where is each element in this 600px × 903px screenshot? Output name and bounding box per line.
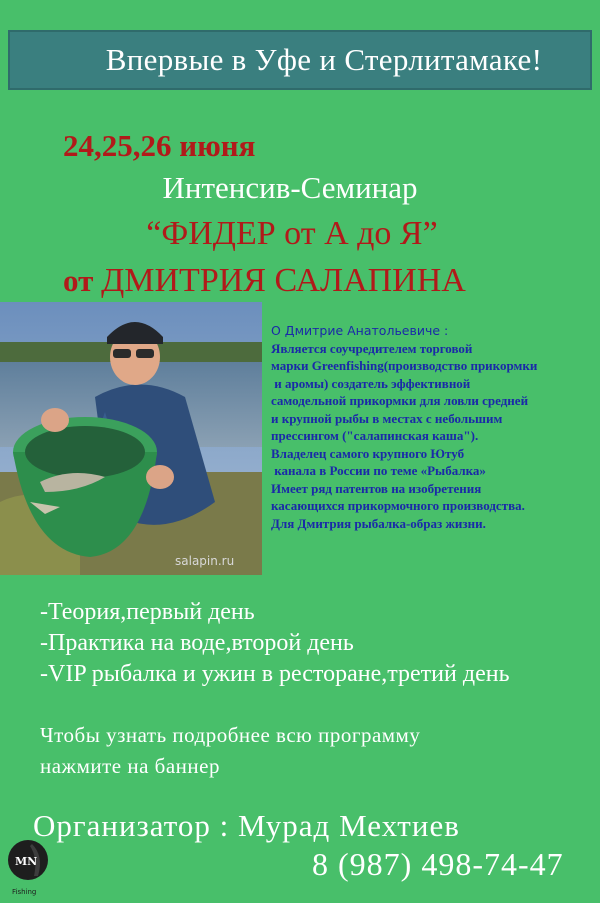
- event-subtitle: [0, 170, 600, 206]
- logo-initials: MN: [15, 855, 38, 868]
- bio-line: О Дмитрие Анатольевиче :: [271, 323, 449, 338]
- photo-watermark: salapin.ru: [175, 554, 235, 568]
- bio-line: и крупной рыбы в местах с небольшим: [271, 410, 503, 426]
- speaker-prefix: от: [63, 263, 94, 298]
- program-item: -Практика на воде,второй день: [40, 630, 354, 656]
- mn-fishing-logo: [4, 836, 54, 898]
- more-info[interactable]: [40, 720, 420, 782]
- program-item: -VIP рыбалка и ужин в ресторане,третий день: [40, 661, 510, 687]
- speaker-name: ДМИТРИЯ САЛАПИНА: [101, 262, 466, 299]
- bio-line: прессингом ("салапинская каша").: [271, 428, 479, 443]
- bio-line: Для Дмитрия рыбалка-образ жизни.: [271, 515, 486, 531]
- organizer: Организатор : Мурад Мехтиев: [33, 808, 460, 843]
- event-dates: 24,25,26 июня: [63, 128, 256, 163]
- bio-line: канала в России по теме «Рыбалка»: [271, 463, 486, 478]
- bio-line: Владелец самого крупного Ютуб: [271, 445, 465, 461]
- program-item: -Теория,первый день: [40, 599, 255, 625]
- speaker-line: [63, 262, 466, 300]
- event-title: [0, 215, 600, 253]
- banner-title: Впервые в Уфе и Стерлитамаке!: [105, 42, 543, 77]
- phone-number[interactable]: 8 (987) 498-74-47: [312, 846, 564, 882]
- header-banner[interactable]: [8, 30, 592, 90]
- bio-line: касающихся прикормочного производства.: [271, 498, 525, 513]
- more-info-line: Чтобы узнать подробнее всю программу: [40, 723, 421, 747]
- logo-caption: Fishing: [12, 888, 37, 896]
- more-info-line: нажмите на баннер: [40, 754, 220, 778]
- bio-line: Имеет ряд патентов на изобретения: [271, 480, 482, 496]
- bio-line: и аромы) создатель эффективной: [271, 375, 471, 391]
- bio-line: самодельной прикормки для ловли средней: [271, 393, 529, 408]
- bio-line: Является соучредителем торговой: [271, 340, 473, 356]
- event-subtitle-text: Интенсив-Семинар: [162, 170, 418, 205]
- program-list: [40, 597, 510, 690]
- bio-line: марки Greenfishing(производство прикормки: [271, 358, 538, 373]
- speaker-bio: [271, 322, 597, 532]
- speaker-photo: [0, 302, 262, 575]
- event-title-text: “ФИДЕР от А до Я”: [146, 215, 438, 252]
